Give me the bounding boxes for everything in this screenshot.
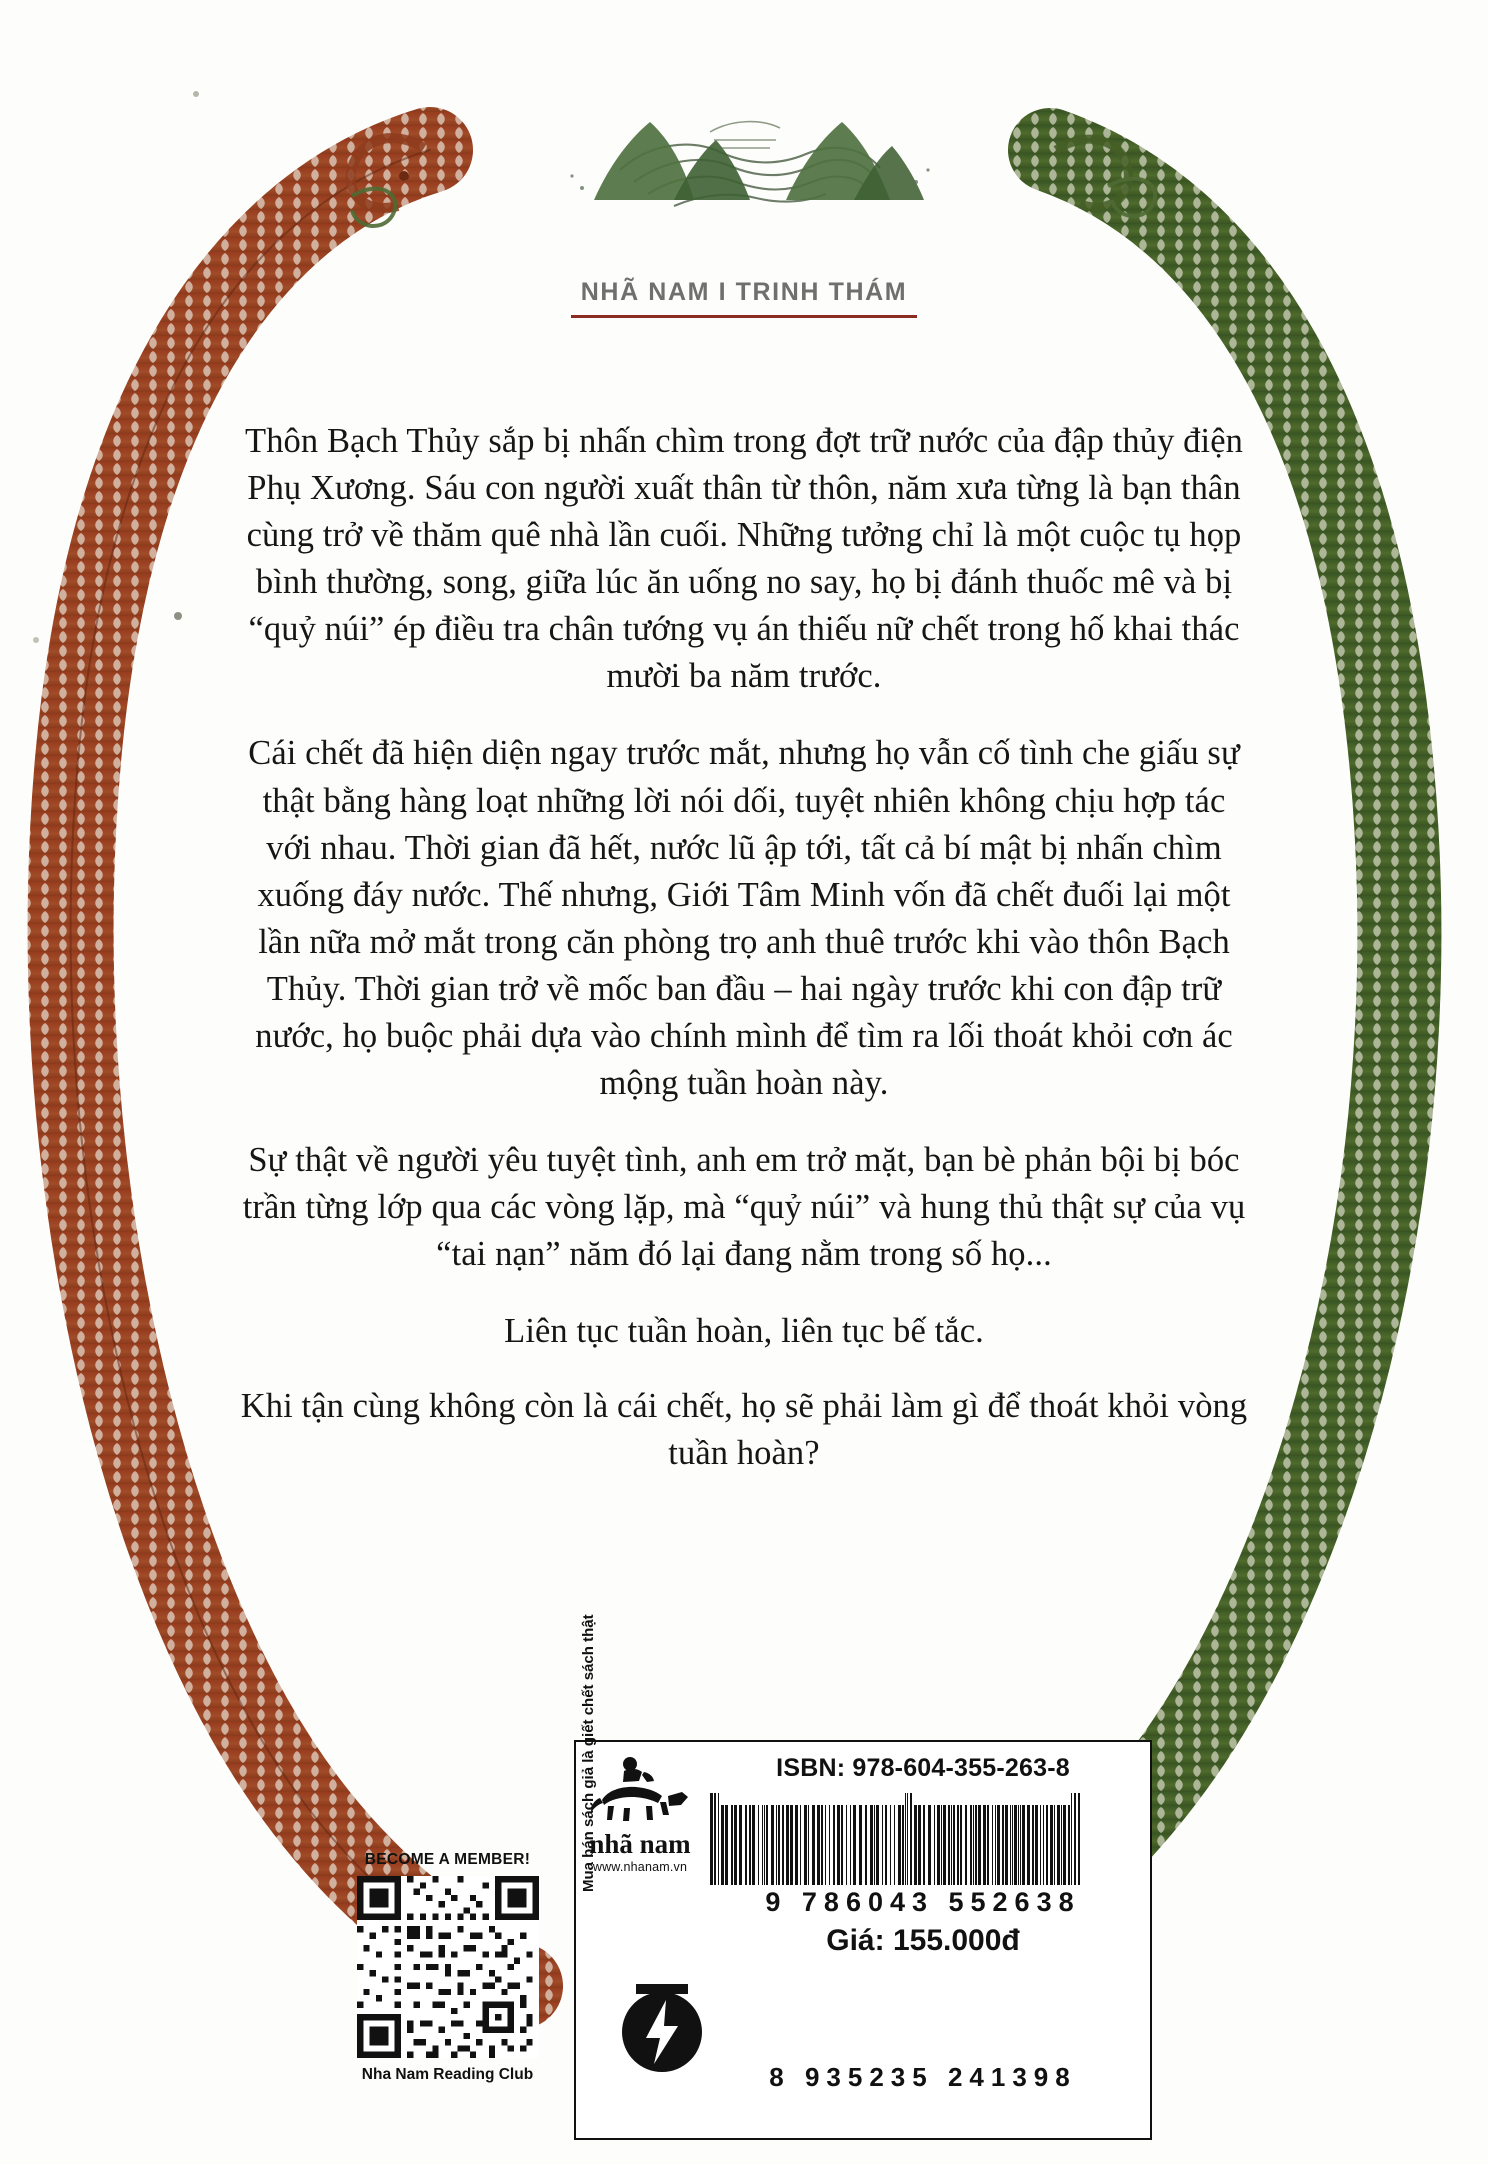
barcode-stripe	[1043, 1805, 1044, 1885]
barcode-stripe	[726, 1984, 729, 2060]
barcode-stripe	[874, 1984, 876, 2060]
barcode-stripe	[837, 1805, 840, 1885]
barcode-stripe	[800, 1984, 801, 2060]
barcode-stripe	[907, 1793, 908, 1885]
barcode-stripe	[846, 1805, 847, 1885]
barcode-stripe	[762, 1984, 764, 2060]
barcode-stripe	[910, 1793, 912, 1885]
barcode-stripe	[815, 1984, 816, 2060]
barcode-stripe	[715, 1972, 717, 2060]
barcode-stripe	[1046, 1805, 1048, 1885]
barcode-stripe	[989, 1984, 992, 2060]
barcode-stripe	[926, 1984, 927, 2060]
barcode-stripe	[1032, 1805, 1034, 1885]
barcode-stripe	[868, 1984, 871, 2060]
barcode-stripe	[934, 1805, 935, 1885]
barcode-stripe	[838, 1984, 840, 2060]
barcode-stripe	[832, 1984, 833, 2060]
barcode-stripe	[802, 1984, 805, 2060]
barcode-stripe	[987, 1805, 989, 1885]
barcode-stripe	[902, 1984, 903, 2060]
barcode-stripe	[748, 1984, 751, 2060]
barcode-stripe	[960, 1984, 962, 2060]
barcode-stripe	[741, 1984, 742, 2060]
barcode-stripe	[913, 1984, 915, 2060]
barcode-stripe	[997, 1805, 1000, 1885]
barcode-stripe	[946, 1984, 949, 2060]
barcode-stripe	[1040, 1805, 1041, 1885]
publisher-logo	[580, 1750, 700, 1874]
barcode-stripe	[829, 1805, 830, 1885]
barcode-stripe	[836, 1984, 837, 2060]
barcode-stripe	[1074, 1972, 1075, 2060]
barcode-stripe	[743, 1984, 745, 2060]
barcode-stripe	[894, 1805, 895, 1885]
barcode-stripe	[941, 1805, 942, 1885]
barcode-stripe	[1057, 1805, 1060, 1885]
barcode-stripe	[817, 1805, 820, 1885]
barcode-stripe	[719, 1972, 721, 2060]
barcode-stripe	[900, 1984, 901, 2060]
barcode-stripe	[965, 1805, 967, 1885]
barcode-stripe	[859, 1805, 862, 1885]
barcode-stripe	[812, 1805, 815, 1885]
barcode-stripe	[957, 1805, 959, 1885]
barcode-stripe	[1071, 1972, 1073, 2060]
barcode-stripe	[950, 1984, 952, 2060]
barcode-stripe	[948, 1805, 950, 1885]
barcode-stripe	[860, 1984, 861, 2060]
barcode-stripe	[1027, 1805, 1030, 1885]
barcode-stripe	[732, 1984, 733, 2060]
barcode-stripe	[752, 1805, 755, 1885]
barcode-stripe	[1050, 1805, 1053, 1885]
barcode-stripe	[734, 1805, 737, 1885]
ean13-primary-bars	[710, 1789, 1136, 1885]
barcode-stripe	[1005, 1805, 1008, 1885]
imprint-divider	[571, 315, 917, 318]
barcode-stripe	[804, 1805, 807, 1885]
barcode-gap	[1080, 1884, 1081, 1885]
barcode-stripe	[1051, 1984, 1054, 2060]
barcode-stripe	[762, 1805, 763, 1885]
barcode-block	[704, 1742, 1150, 2138]
barcode-stripe	[981, 1984, 982, 2060]
barcode-stripe	[1001, 1984, 1003, 2060]
barcode-stripe	[928, 1805, 931, 1885]
barcode-stripe	[797, 1984, 799, 2060]
barcode-stripe	[1024, 1984, 1026, 2060]
barcode-stripe	[970, 1805, 972, 1885]
barcode-stripe	[1056, 1984, 1059, 2060]
barcode-stripe	[898, 1984, 899, 2060]
barcode-stripe	[828, 1984, 831, 2060]
barcode-stripe	[722, 1984, 725, 2060]
barcode-stripe	[1005, 1984, 1007, 2060]
barcode-stripe	[937, 1805, 940, 1885]
anti-piracy-badge-icon	[620, 1970, 704, 2080]
barcode-stripe	[845, 1984, 847, 2060]
blurb-paragraph-1: Thôn Bạch Thủy sắp bị nhấn chìm trong đợt trữ nước của đập thủy điện Phụ Xương. Sáu con người xuất thân từ thôn, năm xưa từng là bạn thân cùng trở về thăm quê nhà lần cuối. Những tưởng chỉ là một cuộc tụ họp bình thường, song, giữa lúc ăn uống no say, họ bị đánh thuốc mê và bị “quỷ núi” ép điều tra chân tướng vụ án thiếu nữ chết trong hố khai thác mười ba năm trước.	[245, 422, 1243, 696]
barcode-stripe	[978, 1805, 981, 1885]
barcode-stripe	[864, 1984, 867, 2060]
barcode-stripe	[800, 1805, 801, 1885]
barcode-stripe	[1034, 1984, 1035, 2060]
ean13-primary-digits: 9 786043 552638	[765, 1887, 1081, 1917]
barcode-stripe	[955, 1984, 957, 2060]
barcode-stripe	[786, 1805, 789, 1885]
barcode-stripe	[1061, 1805, 1062, 1885]
barcode-stripe	[808, 1805, 809, 1885]
barcode-stripe	[975, 1805, 977, 1885]
barcode-stripe	[995, 1805, 996, 1885]
membership-qr-block	[345, 1851, 550, 2084]
barcode-stripe	[953, 1805, 955, 1885]
barcode-stripe	[789, 1984, 791, 2060]
barcode-stripe	[1040, 1984, 1041, 2060]
barcode-stripe	[922, 1984, 924, 2060]
barcode-stripe	[968, 1984, 969, 2060]
barcode-stripe	[758, 1984, 760, 2060]
barcode-stripe	[923, 1805, 925, 1885]
publisher-name: nhã nam	[589, 1829, 691, 1859]
barcode-stripe	[848, 1984, 850, 2060]
blurb-paragraph-5: Khi tận cùng không còn là cái chết, họ sẽ phải làm gì để thoát khỏi vòng tuần hoàn?	[240, 1387, 1248, 1473]
barcode-stripe	[870, 1805, 873, 1885]
barcode-stripe	[885, 1805, 887, 1885]
barcode-stripe	[1038, 1984, 1039, 2060]
barcode-stripe	[725, 1805, 728, 1885]
barcode-stripe	[971, 1984, 972, 2060]
barcode-stripe	[833, 1805, 835, 1885]
barcode-stripe	[1016, 1984, 1019, 2060]
barcode-stripe	[895, 1972, 897, 2060]
imprint-label: NHÃ NAM I TRINH THÁM	[580, 278, 908, 306]
qr-code[interactable]	[357, 1876, 539, 2058]
barcode-stripe	[985, 1984, 987, 2060]
barcode-stripe	[714, 1793, 716, 1885]
barcode-stripe	[766, 1984, 769, 2060]
barcode-stripe	[998, 1984, 999, 2060]
publisher-url: www.nhanam.vn	[592, 1860, 688, 1874]
barcode-stripe	[850, 1805, 851, 1885]
barcode-stripe	[806, 1984, 808, 2060]
barcode-stripe	[854, 1984, 855, 2060]
horse-rider-logo-icon	[588, 1752, 692, 1824]
blurb-paragraph-4: Liên tục tuần hoàn, liên tục bế tắc.	[504, 1312, 984, 1351]
barcode-stripe	[977, 1984, 979, 2060]
barcode-stripe	[739, 1805, 742, 1885]
barcode-stripe	[902, 1805, 904, 1885]
barcode-gap	[1075, 2059, 1076, 2060]
barcode-stripe	[778, 1805, 780, 1885]
barcode-stripe	[1054, 1805, 1055, 1885]
price-label: Giá: 155.000đ	[826, 1924, 1020, 1957]
barcode-stripe	[1078, 1793, 1080, 1885]
barcode-stripe	[876, 1805, 879, 1885]
barcode-stripe	[745, 1805, 747, 1885]
barcode-stripe	[825, 1984, 826, 2060]
barcode-stripe	[754, 1984, 755, 2060]
barcode-stripe	[818, 1984, 820, 2060]
barcode-stripe	[856, 1984, 857, 2060]
barcode-stripe	[825, 1805, 826, 1885]
barcode-stripe	[918, 1805, 921, 1885]
barcode-stripe	[1029, 1984, 1031, 2060]
ean13-secondary-digits: 8 935235 241398	[769, 2062, 1077, 2092]
barcode-stripe	[721, 1805, 724, 1885]
barcode-stripe	[1010, 1984, 1011, 2060]
barcode-stripe	[1010, 1805, 1011, 1885]
barcode-stripe	[973, 1984, 976, 2060]
anti-piracy-note: Mua bán sách giả là giết chết sách thật	[580, 1614, 597, 1892]
barcode-stripe	[878, 1984, 880, 2060]
barcode-stripe	[1022, 1984, 1023, 2060]
mountain-wave-crest-illustration	[524, 96, 964, 226]
barcode-stripe	[790, 1805, 793, 1885]
barcode-stripe	[1002, 1805, 1004, 1885]
barcode-stripe	[943, 1805, 946, 1885]
barcode-stripe	[794, 1984, 795, 2060]
barcode-stripe	[821, 1805, 823, 1885]
barcode-stripe	[766, 1805, 768, 1885]
barcode-stripe	[942, 1984, 944, 2060]
barcode-stripe	[890, 1805, 891, 1885]
blurb-paragraph-2: Cái chết đã hiện diện ngay trước mắt, nhưng họ vẫn cố tình che giấu sự thật bằng hàng loạt những lời nói dối, tuyệt nhiên không chịu hợp tác với nhau. Thời gian đã hết, nước lũ ập tới, tất cả bí mật bị nhấn chìm xuống đáy nước. Thế nhưng, Giới Tâm Minh vốn đã chết đuối lại một lần nữa mở mắt trong căn phòng trọ anh thuê trước khi vào thôn Bạch Thủy. Thời gian trở về mốc ban đầu – hai ngày trước khi con đập trữ nước, họ buộc phải dựa vào chính mình để tìm ra lối thoát khỏi cơn ác mộng tuần hoàn này.	[248, 734, 1240, 1103]
barcode-stripe	[1063, 1805, 1066, 1885]
barcode-stripe	[914, 1805, 917, 1885]
membership-footer: Nha Nam Reading Club	[361, 2066, 534, 2083]
barcode-stripe	[881, 1984, 884, 2060]
barcode-stripe	[1018, 1805, 1019, 1885]
barcode-stripe	[1044, 1984, 1045, 2060]
barcode-stripe	[771, 1805, 774, 1885]
barcode-stripe	[963, 1984, 965, 2060]
barcode-stripe	[779, 1984, 780, 2060]
barcode-stripe	[810, 1984, 813, 2060]
barcode-stripe	[898, 1805, 901, 1885]
barcode-stripe	[752, 1984, 753, 2060]
barcode-stripe	[821, 1984, 823, 2060]
barcode-stripe	[917, 1984, 919, 2060]
barcode-stripe	[774, 1984, 776, 2060]
barcode-stripe	[992, 1805, 993, 1885]
barcode-stripe	[795, 1805, 798, 1885]
barcode-stripe	[939, 1984, 940, 2060]
barcode-stripe	[951, 1805, 952, 1885]
barcode-stripe	[935, 1984, 936, 2060]
isbn-label: ISBN: 978-604-355-263-8	[776, 1754, 1070, 1782]
barcode-stripe	[758, 1805, 759, 1885]
barcode-stripe	[782, 1805, 784, 1885]
barcode-stripe	[710, 1972, 713, 2060]
barcode-stripe	[908, 1984, 910, 2060]
barcode-stripe	[764, 1805, 765, 1885]
barcode-stripe	[930, 1984, 932, 2060]
back-cover-blurb	[239, 418, 1249, 1478]
qr-code-image	[357, 1876, 539, 2058]
barcode-stripe	[853, 1805, 856, 1885]
barcode-stripe	[905, 1793, 906, 1885]
barcode-stripe	[960, 1805, 962, 1885]
barcode-stripe	[749, 1805, 751, 1885]
barcode-stripe	[1012, 1984, 1014, 2060]
barcode-panel	[574, 1614, 1152, 2140]
barcode-stripe	[1066, 1972, 1068, 2060]
ean13-secondary-bars	[710, 1968, 1136, 2060]
barcode-stripe	[710, 1793, 713, 1885]
barcode-stripe	[1071, 1793, 1072, 1885]
barcode-stripe	[841, 1805, 843, 1885]
barcode-stripe	[904, 1984, 906, 2060]
barcode-stripe	[718, 1793, 719, 1885]
barcode-stripe	[973, 1805, 974, 1885]
barcode-stripe	[1014, 1805, 1017, 1885]
barcode-stripe	[776, 1805, 777, 1885]
barcode-stripe	[770, 1984, 771, 2060]
barcode-stripe	[786, 1984, 787, 2060]
barcode-stripe	[865, 1805, 867, 1885]
barcode-stripe	[782, 1984, 784, 2060]
barcode-stripe	[1068, 1805, 1070, 1885]
barcode-stripe	[882, 1805, 883, 1885]
barcode-stripe	[887, 1972, 888, 2060]
barcode-stripe	[731, 1805, 733, 1885]
membership-heading: BECOME A MEMBER!	[364, 1851, 531, 1868]
barcode-stripe	[1074, 1793, 1076, 1885]
blurb-paragraph-3: Sự thật về người yêu tuyệt tình, anh em trở mặt, bạn bè phản bội bị bóc trần từng lớp qua các vòng lặp, mà “quỷ núi” và hung thủ thật sự của vụ “tai nạn” năm đó lại đang nằm trong số họ...	[242, 1141, 1246, 1274]
barcode-stripe	[736, 1984, 738, 2060]
barcode-stripe	[983, 1805, 986, 1885]
barcode-stripe	[889, 1972, 892, 2060]
publisher-block	[576, 1614, 704, 2138]
barcode-stripe	[843, 1984, 844, 2060]
barcode-stripe	[994, 1984, 997, 2060]
barcode-stripe	[1020, 1805, 1021, 1885]
barcode-stripe	[1060, 1984, 1063, 2060]
barcode-stripe	[1047, 1984, 1050, 2060]
barcode-stripe	[1035, 1805, 1038, 1885]
barcode-stripe	[851, 1984, 853, 2060]
bottom-block	[0, 1614, 1488, 2164]
barcode-stripe	[874, 1805, 875, 1885]
barcode-stripe	[1012, 1805, 1013, 1885]
barcode-stripe	[1022, 1805, 1025, 1885]
imprint-block	[424, 278, 1064, 318]
